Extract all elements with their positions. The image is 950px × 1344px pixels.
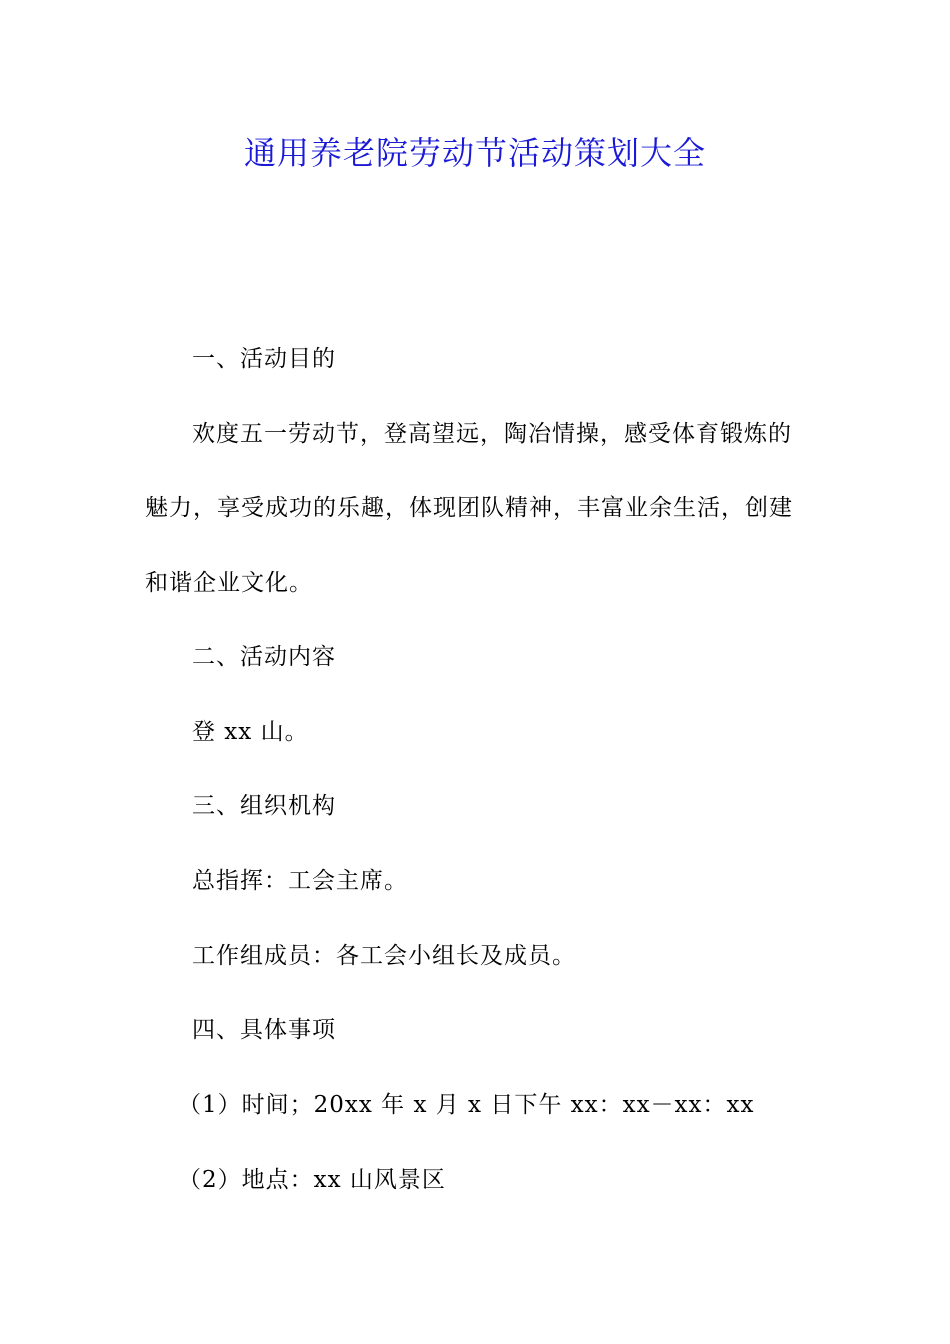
paragraph-line: 总指挥：工会主席。: [192, 868, 408, 894]
paragraph-line: 和谐企业文化。: [145, 570, 313, 596]
section-heading-organization: 三、组织机构: [192, 793, 336, 819]
paragraph-line: 工作组成员：各工会小组长及成员。: [192, 943, 576, 969]
paragraph-line: 魅力，享受成功的乐趣，体现团队精神，丰富业余生活，创建: [145, 495, 793, 521]
paragraph-line: （2）地点：xx 山风景区: [178, 1167, 446, 1193]
section-heading-purpose: 一、活动目的: [192, 346, 336, 372]
section-heading-details: 四、具体事项: [192, 1017, 336, 1043]
section-heading-content: 二、活动内容: [192, 644, 336, 670]
paragraph-line: 欢度五一劳动节，登高望远，陶冶情操，感受体育锻炼的: [192, 421, 792, 447]
paragraph-line: （1）时间；20xx 年 x 月 x 日下午 xx：xx－xx：xx: [178, 1092, 755, 1118]
paragraph-line: 登 xx 山。: [192, 719, 309, 745]
document-title: 通用养老院劳动节活动策划大全: [243, 134, 706, 172]
